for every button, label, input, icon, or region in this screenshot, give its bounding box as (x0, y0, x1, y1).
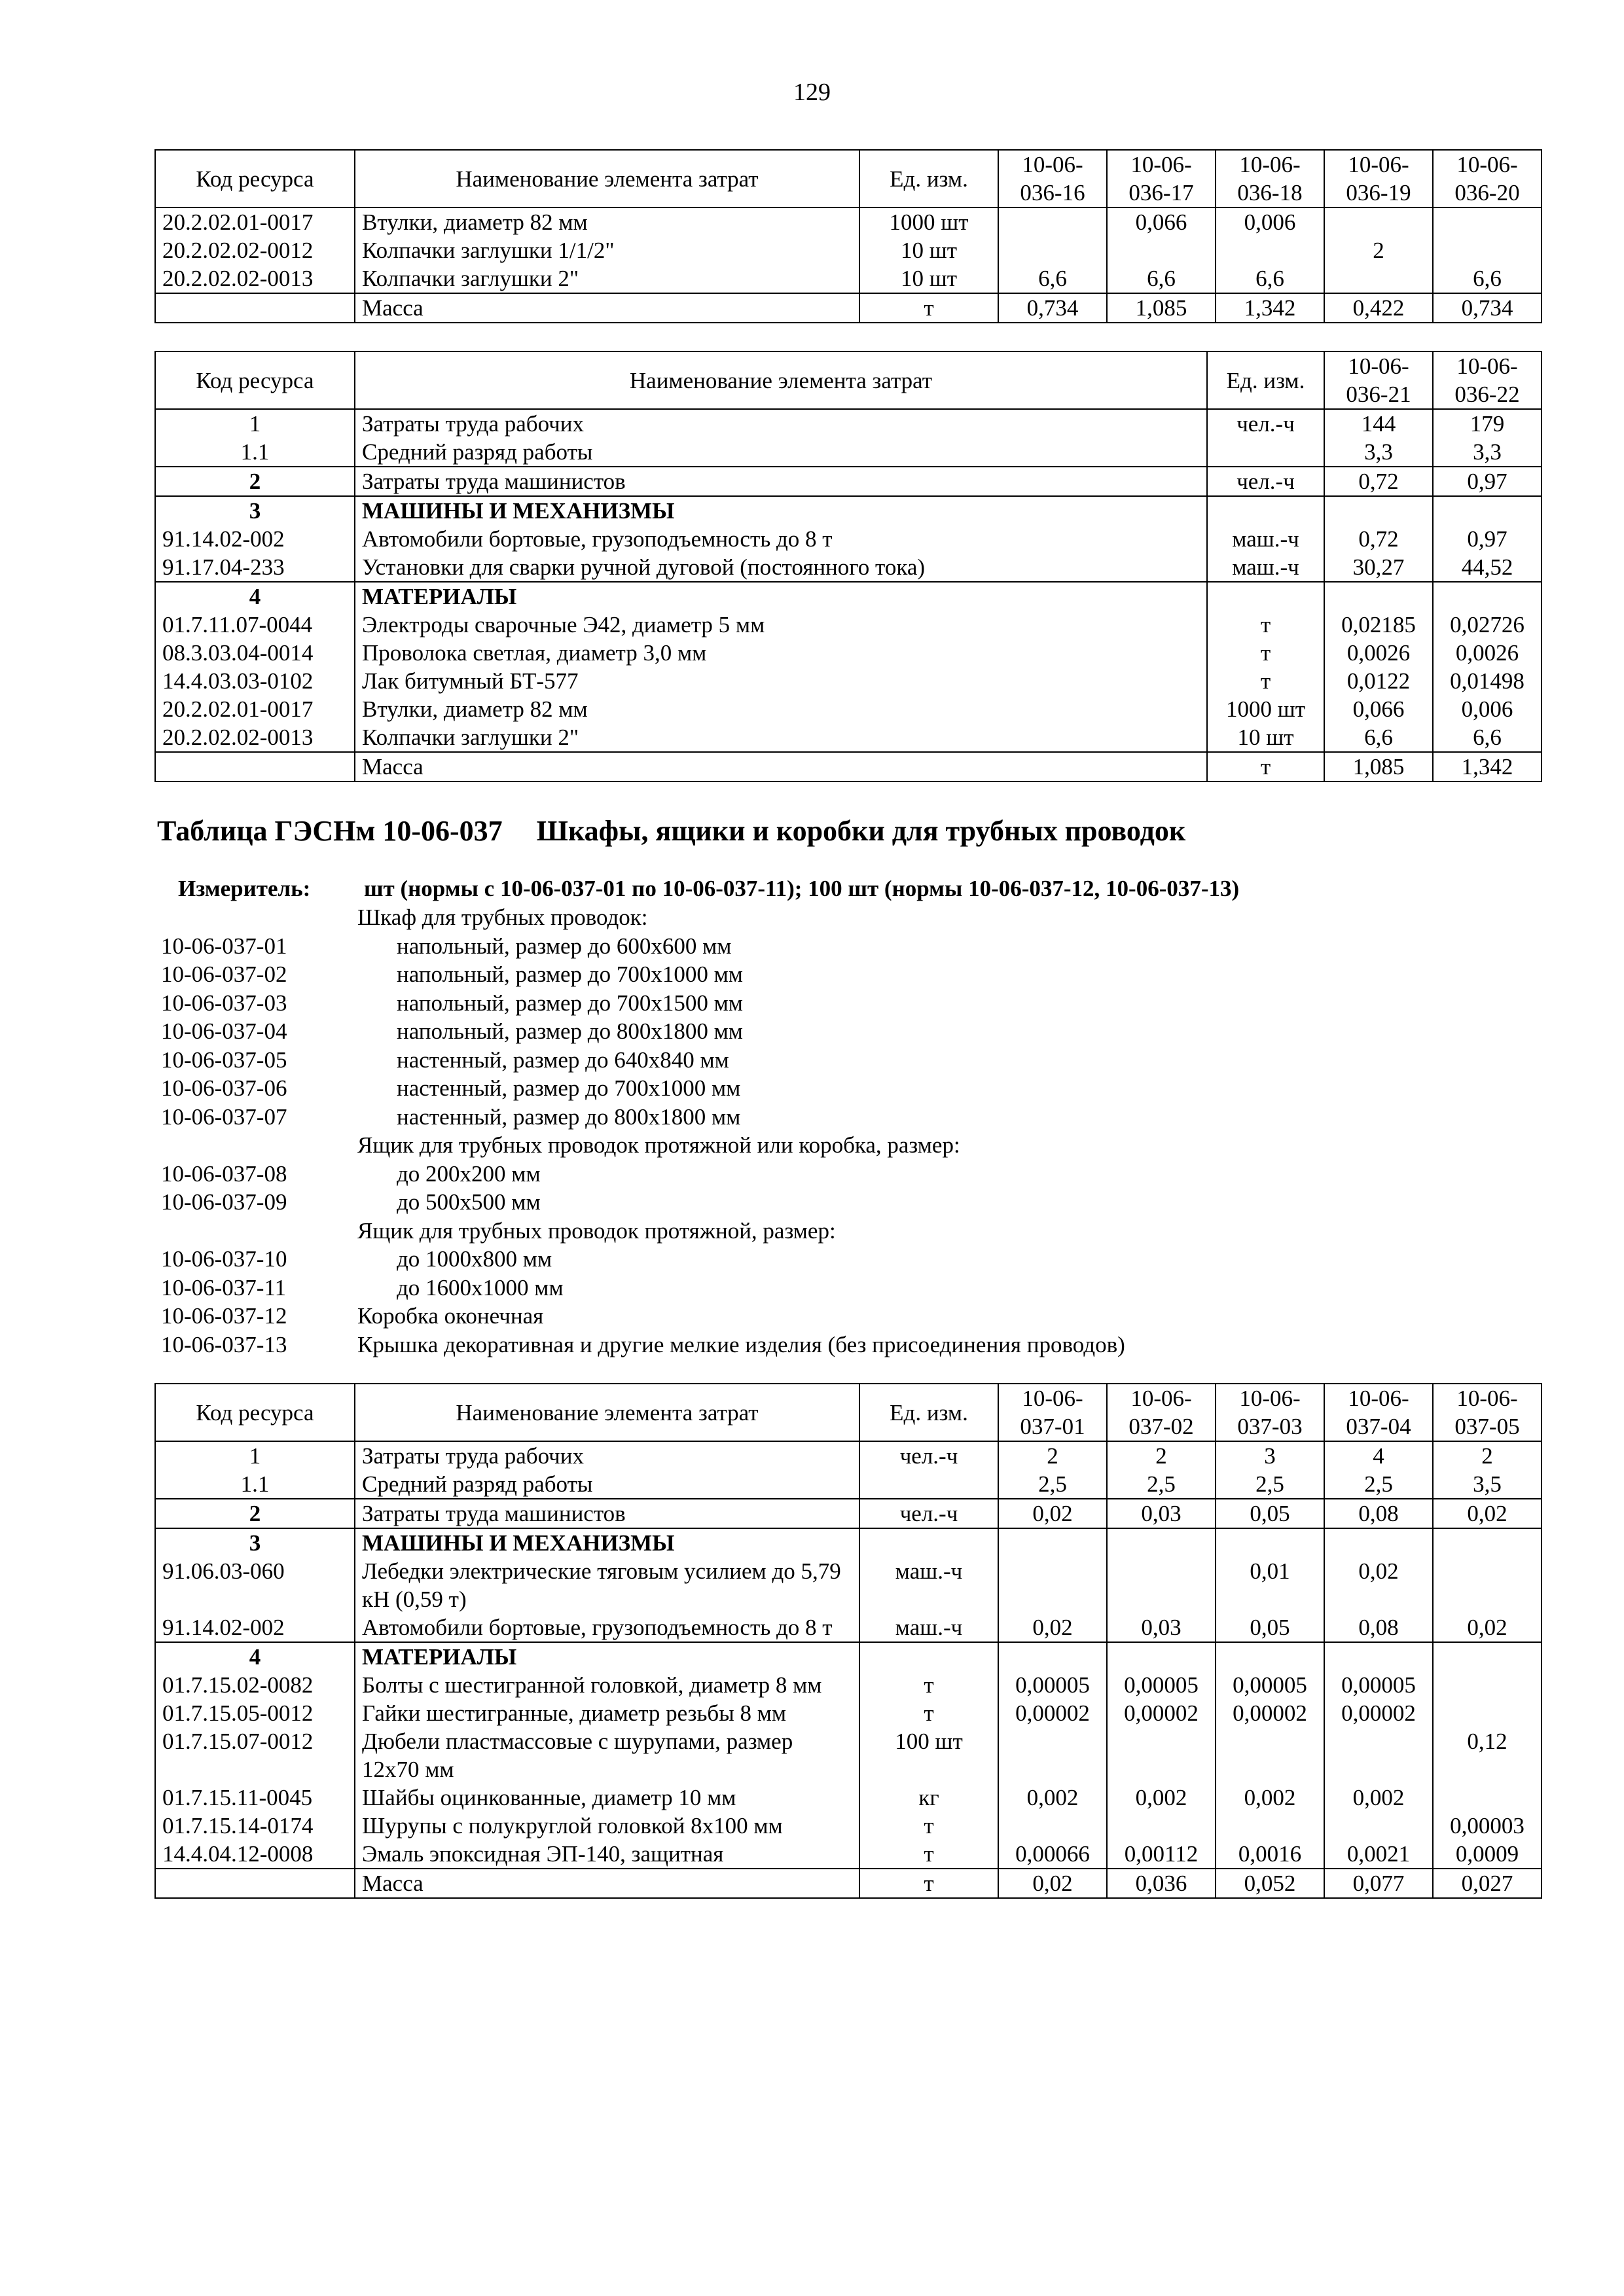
cell-value: 0,05 (1216, 1499, 1324, 1528)
cell-value: 6,6 (1216, 264, 1324, 293)
cell-value: 0,02 (998, 1613, 1107, 1642)
table-row (155, 1671, 1542, 1699)
section-title-code: Таблица ГЭСНм 10-06-037 (157, 815, 503, 847)
resource-code: 1 (155, 409, 355, 438)
measure-text: шт (нормы с 10-06-037-01 по 10-06-037-11); 100 шт (нормы 10-06-037-12, 10-06-037-13) (364, 876, 1240, 901)
resource-code: 1.1 (155, 1470, 355, 1499)
header-norm: 10-06-037-01 (998, 1384, 1107, 1441)
cell-value: 1,342 (1216, 293, 1324, 323)
table-row (155, 525, 1542, 553)
resource-code (155, 752, 355, 781)
cell-value (1324, 496, 1433, 525)
cell-value: 0,00005 (998, 1671, 1107, 1699)
cell-value (1216, 1812, 1324, 1840)
resource-unit: т (1207, 667, 1324, 695)
cell-value: 0,08 (1324, 1499, 1433, 1528)
resource-unit: 1000 шт (859, 207, 998, 236)
cell-value: 0,077 (1324, 1869, 1433, 1898)
cell-value: 1,342 (1433, 752, 1542, 781)
table-row (155, 695, 1542, 723)
resource-name: Средний разряд работы (355, 438, 1207, 467)
norm-code: 10-06-037-02 (161, 961, 287, 987)
header-name: Наименование элемента затрат (355, 1384, 859, 1441)
table-row (155, 438, 1542, 467)
resource-unit (1207, 438, 1324, 467)
cell-value (1216, 1528, 1324, 1557)
table-row (155, 207, 1542, 236)
cell-value: 0,734 (1433, 293, 1542, 323)
cell-value: 0,066 (1107, 207, 1216, 236)
norm-text: Коробка оконечная (357, 1303, 544, 1329)
resource-unit: чел.-ч (1207, 467, 1324, 496)
resource-name: Автомобили бортовые, грузоподъемность до 8 т (355, 525, 1207, 553)
cell-value: 30,27 (1324, 553, 1433, 582)
cell-value: 0,002 (998, 1784, 1107, 1812)
cell-value (1433, 1557, 1542, 1613)
cell-value: 0,72 (1324, 467, 1433, 496)
table-row (155, 723, 1542, 752)
header-code: Код ресурса (155, 351, 355, 409)
resource-code: 01.7.15.05-0012 (155, 1699, 355, 1727)
norm-code: 10-06-037-09 (161, 1189, 287, 1215)
group-header-row (155, 1642, 1542, 1671)
resource-table-037-01-05 (154, 1383, 1542, 1899)
cell-value: 3,3 (1433, 438, 1542, 467)
cell-value (1324, 1727, 1433, 1784)
mass-row (155, 752, 1542, 781)
resource-unit (1207, 496, 1324, 525)
resource-unit (859, 1642, 998, 1671)
norm-text: Ящик для трубных проводок протяжной, размер: (357, 1217, 836, 1244)
cell-value (1216, 236, 1324, 264)
cell-value: 1,085 (1107, 293, 1216, 323)
cell-value: 0,02726 (1433, 611, 1542, 639)
cell-value: 179 (1433, 409, 1542, 438)
cell-value: 0,97 (1433, 525, 1542, 553)
header-norm: 10-06-036-17 (1107, 150, 1216, 207)
norm-text: напольный, размер до 800х1800 мм (397, 1018, 743, 1044)
norm-text: до 500х500 мм (397, 1189, 541, 1215)
norm-text: настенный, размер до 640х840 мм (397, 1047, 729, 1073)
header-code: Код ресурса (155, 150, 355, 207)
cell-value (998, 207, 1107, 236)
resource-code: 01.7.15.14-0174 (155, 1812, 355, 1840)
resource-unit: маш.-ч (859, 1613, 998, 1642)
header-norm: 10-06-036-16 (998, 150, 1107, 207)
header-name: Наименование элемента затрат (355, 150, 859, 207)
table-row (155, 1812, 1542, 1840)
table-row (155, 1784, 1542, 1812)
cell-value: 3,3 (1324, 438, 1433, 467)
cell-value: 2 (1107, 1441, 1216, 1470)
cell-value (998, 1557, 1107, 1613)
cell-value (1216, 1642, 1324, 1671)
cell-value: 0,03 (1107, 1613, 1216, 1642)
header-norm: 10-06-036-21 (1324, 351, 1433, 409)
cell-value: 0,734 (998, 293, 1107, 323)
cell-value: 0,006 (1216, 207, 1324, 236)
resource-code: 2 (155, 1499, 355, 1528)
cell-value: 0,0122 (1324, 667, 1433, 695)
group-header-row (155, 496, 1542, 525)
resource-code: 2 (155, 467, 355, 496)
resource-unit (1207, 582, 1324, 611)
cell-value (1324, 264, 1433, 293)
cell-value: 2 (1433, 1441, 1542, 1470)
cell-value: 0,00005 (1107, 1671, 1216, 1699)
header-norm: 10-06-036-20 (1433, 150, 1542, 207)
resource-code (155, 293, 355, 323)
resource-code: 14.4.03.03-0102 (155, 667, 355, 695)
table-row (155, 409, 1542, 438)
group-header-row (155, 582, 1542, 611)
cell-value: 0,0026 (1433, 639, 1542, 667)
cell-value (1107, 1528, 1216, 1557)
cell-value: 0,066 (1324, 695, 1433, 723)
cell-value: 3 (1216, 1441, 1324, 1470)
cell-value: 6,6 (1107, 264, 1216, 293)
cell-value: 1,085 (1324, 752, 1433, 781)
header-norm: 10-06-037-04 (1324, 1384, 1433, 1441)
resource-code: 01.7.15.02-0082 (155, 1671, 355, 1699)
cell-value (1433, 1642, 1542, 1671)
cell-value (998, 1528, 1107, 1557)
resource-name: МАШИНЫ И МЕХАНИЗМЫ (355, 496, 1207, 525)
cell-value: 0,02 (1433, 1499, 1542, 1528)
cell-value: 0,002 (1324, 1784, 1433, 1812)
cell-value (1324, 1812, 1433, 1840)
cell-value: 0,03 (1107, 1499, 1216, 1528)
cell-value (1216, 1727, 1324, 1784)
resource-code: 4 (155, 582, 355, 611)
header-norm: 10-06-036-22 (1433, 351, 1542, 409)
cell-value: 0,036 (1107, 1869, 1216, 1898)
cell-value (998, 1642, 1107, 1671)
resource-name: Затраты труда машинистов (355, 1499, 859, 1528)
cell-value: 0,00002 (1216, 1699, 1324, 1727)
resource-name: Установки для сварки ручной дуговой (постоянного тока) (355, 553, 1207, 582)
norm-code: 10-06-037-11 (161, 1274, 287, 1300)
resource-name: Втулки, диаметр 82 мм (355, 207, 859, 236)
table-row (155, 264, 1542, 293)
table-row (155, 236, 1542, 264)
resource-name: Гайки шестигранные, диаметр резьбы 8 мм (355, 1699, 859, 1727)
cell-value: 0,00066 (998, 1840, 1107, 1869)
resource-unit: чел.-ч (859, 1441, 998, 1470)
cell-value (1107, 1557, 1216, 1613)
cell-value: 0,02 (998, 1499, 1107, 1528)
resource-code: 01.7.11.07-0044 (155, 611, 355, 639)
measure-label: Измеритель: (178, 876, 311, 901)
norm-code: 10-06-037-01 (161, 933, 287, 959)
resource-name: Электроды сварочные Э42, диаметр 5 мм (355, 611, 1207, 639)
cell-value: 0,01498 (1433, 667, 1542, 695)
norm-text: Ящик для трубных проводок протяжной или коробка, размер: (357, 1132, 960, 1158)
resource-name: Затраты труда рабочих (355, 1441, 859, 1470)
cell-value: 2,5 (1107, 1470, 1216, 1499)
norm-text: до 1600х1000 мм (397, 1274, 564, 1300)
table-row (155, 1557, 1542, 1613)
resource-code: 91.17.04-233 (155, 553, 355, 582)
cell-value (1107, 1642, 1216, 1671)
resource-unit: т (1207, 752, 1324, 781)
cell-value: 144 (1324, 409, 1433, 438)
resource-name: Дюбели пластмассовые с шурупами, размер 12х70 мм (355, 1727, 859, 1784)
resource-code: 91.06.03-060 (155, 1557, 355, 1613)
table-row (155, 467, 1542, 496)
resource-unit: т (859, 293, 998, 323)
cell-value: 0,02 (1433, 1613, 1542, 1642)
resource-name: Втулки, диаметр 82 мм (355, 695, 1207, 723)
header-unit: Ед. изм. (859, 1384, 998, 1441)
cell-value: 0,006 (1433, 695, 1542, 723)
cell-value: 0,02 (998, 1869, 1107, 1898)
resource-unit: т (859, 1812, 998, 1840)
cell-value: 0,002 (1216, 1784, 1324, 1812)
cell-value: 0,00005 (1216, 1671, 1324, 1699)
cell-value: 0,0021 (1324, 1840, 1433, 1869)
header-unit: Ед. изм. (1207, 351, 1324, 409)
resource-unit: т (859, 1869, 998, 1898)
cell-value: 0,05 (1216, 1613, 1324, 1642)
table-row (155, 1441, 1542, 1470)
resource-name: Автомобили бортовые, грузоподъемность до 8 т (355, 1613, 859, 1642)
norm-text: Шкаф для трубных проводок: (357, 905, 648, 930)
norm-code: 10-06-037-07 (161, 1103, 287, 1130)
header-norm: 10-06-037-05 (1433, 1384, 1542, 1441)
norm-text: до 1000х800 мм (397, 1246, 552, 1272)
resource-code: 14.4.04.12-0008 (155, 1840, 355, 1869)
cell-value: 0,00003 (1433, 1812, 1542, 1840)
page-number: 129 (793, 79, 831, 106)
cell-value: 4 (1324, 1441, 1433, 1470)
resource-code: 1 (155, 1441, 355, 1470)
table-row (155, 1470, 1542, 1499)
resource-name: Масса (355, 1869, 859, 1898)
resource-code: 20.2.02.02-0013 (155, 723, 355, 752)
resource-table-036-16-20 (154, 149, 1542, 323)
table-row (155, 1613, 1542, 1642)
norm-code: 10-06-037-06 (161, 1075, 287, 1101)
header-name: Наименование элемента затрат (355, 351, 1207, 409)
cell-value: 0,72 (1324, 525, 1433, 553)
cell-value (998, 236, 1107, 264)
cell-value (1107, 236, 1216, 264)
cell-value (1433, 496, 1542, 525)
norm-text: напольный, размер до 700х1000 мм (397, 961, 743, 987)
norm-text: настенный, размер до 700х1000 мм (397, 1075, 741, 1101)
resource-name: Колпачки заглушки 1/1/2" (355, 236, 859, 264)
cell-value: 0,0016 (1216, 1840, 1324, 1869)
resource-code: 08.3.03.04-0014 (155, 639, 355, 667)
section-title (157, 814, 1185, 848)
resource-code: 4 (155, 1642, 355, 1671)
resource-unit: маш.-ч (1207, 525, 1324, 553)
cell-value (1433, 1699, 1542, 1727)
cell-value (1324, 582, 1433, 611)
cell-value: 0,00002 (1107, 1699, 1216, 1727)
resource-name: Масса (355, 293, 859, 323)
resource-unit: т (859, 1699, 998, 1727)
norm-text: Крышка декоративная и другие мелкие изделия (без присоединения проводов) (357, 1331, 1125, 1357)
norm-code: 10-06-037-05 (161, 1047, 287, 1073)
resource-unit: т (859, 1840, 998, 1869)
cell-value: 2,5 (998, 1470, 1107, 1499)
cell-value: 0,002 (1107, 1784, 1216, 1812)
norm-code: 10-06-037-10 (161, 1246, 287, 1272)
resource-code: 01.7.15.07-0012 (155, 1727, 355, 1784)
cell-value (1433, 582, 1542, 611)
resource-name: Затраты труда рабочих (355, 409, 1207, 438)
resource-unit: маш.-ч (1207, 553, 1324, 582)
resource-name: Колпачки заглушки 2" (355, 723, 1207, 752)
resource-name: Масса (355, 752, 1207, 781)
resource-code: 91.14.02-002 (155, 1613, 355, 1642)
table-row (155, 1727, 1542, 1784)
table-row (155, 639, 1542, 667)
cell-value: 3,5 (1433, 1470, 1542, 1499)
header-norm: 10-06-036-18 (1216, 150, 1324, 207)
resource-code: 01.7.15.11-0045 (155, 1784, 355, 1812)
resource-unit: чел.-ч (1207, 409, 1324, 438)
resource-name: Эмаль эпоксидная ЭП-140, защитная (355, 1840, 859, 1869)
cell-value (1324, 207, 1433, 236)
cell-value: 2 (998, 1441, 1107, 1470)
cell-value: 0,027 (1433, 1869, 1542, 1898)
norm-code: 10-06-037-04 (161, 1018, 287, 1044)
cell-value (1433, 1784, 1542, 1812)
cell-value: 0,0009 (1433, 1840, 1542, 1869)
cell-value: 0,08 (1324, 1613, 1433, 1642)
resource-name: Лебедки электрические тяговым усилием до 5,79 кН (0,59 т) (355, 1557, 859, 1613)
cell-value: 0,422 (1324, 293, 1433, 323)
cell-value: 0,00002 (1324, 1699, 1433, 1727)
cell-value: 0,00005 (1324, 1671, 1433, 1699)
resource-code: 1.1 (155, 438, 355, 467)
resource-unit: т (859, 1671, 998, 1699)
resource-unit: 100 шт (859, 1727, 998, 1784)
header-norm: 10-06-037-02 (1107, 1384, 1216, 1441)
resource-code: 3 (155, 1528, 355, 1557)
resource-name: МАТЕРИАЛЫ (355, 1642, 859, 1671)
cell-value (1433, 1671, 1542, 1699)
header-code: Код ресурса (155, 1384, 355, 1441)
resource-name: МАТЕРИАЛЫ (355, 582, 1207, 611)
cell-value (1433, 236, 1542, 264)
cell-value: 6,6 (1324, 723, 1433, 752)
cell-value (998, 1812, 1107, 1840)
resource-unit: т (1207, 611, 1324, 639)
resource-unit: кг (859, 1784, 998, 1812)
resource-code: 20.2.02.01-0017 (155, 207, 355, 236)
header-unit: Ед. изм. (859, 150, 998, 207)
cell-value: 0,0026 (1324, 639, 1433, 667)
resource-unit (859, 1470, 998, 1499)
table-row (155, 553, 1542, 582)
norm-code: 10-06-037-08 (161, 1160, 287, 1187)
header-norm: 10-06-036-19 (1324, 150, 1433, 207)
resource-name: Болты с шестигранной головкой, диаметр 8 мм (355, 1671, 859, 1699)
header-norm: 10-06-037-03 (1216, 1384, 1324, 1441)
section-title-text: Шкафы, ящики и коробки для трубных проводок (536, 815, 1186, 847)
resource-unit: т (1207, 639, 1324, 667)
mass-row (155, 1869, 1542, 1898)
table-row (155, 667, 1542, 695)
cell-value: 2 (1324, 236, 1433, 264)
mass-row (155, 293, 1542, 323)
norm-code: 10-06-037-13 (161, 1331, 287, 1357)
cell-value: 6,6 (1433, 723, 1542, 752)
cell-value: 0,00112 (1107, 1840, 1216, 1869)
resource-code: 20.2.02.02-0013 (155, 264, 355, 293)
cell-value: 6,6 (1433, 264, 1542, 293)
cell-value: 6,6 (998, 264, 1107, 293)
cell-value (1107, 1727, 1216, 1784)
cell-value: 0,02185 (1324, 611, 1433, 639)
table-row (155, 1699, 1542, 1727)
resource-name: Лак битумный БТ-577 (355, 667, 1207, 695)
cell-value: 0,02 (1324, 1557, 1433, 1613)
norm-text: напольный, размер до 600х600 мм (397, 933, 732, 959)
cell-value (1324, 1528, 1433, 1557)
resource-name: Средний разряд работы (355, 1470, 859, 1499)
resource-name: Затраты труда машинистов (355, 467, 1207, 496)
resource-name: Проволока светлая, диаметр 3,0 мм (355, 639, 1207, 667)
resource-table-036-21-22 (154, 351, 1542, 782)
resource-code: 3 (155, 496, 355, 525)
cell-value: 44,52 (1433, 553, 1542, 582)
resource-code: 20.2.02.01-0017 (155, 695, 355, 723)
table-row (155, 1840, 1542, 1869)
norm-code: 10-06-037-12 (161, 1303, 287, 1329)
norm-text: напольный, размер до 700х1500 мм (397, 990, 743, 1016)
cell-value: 0,12 (1433, 1727, 1542, 1784)
resource-code: 91.14.02-002 (155, 525, 355, 553)
resource-code (155, 1869, 355, 1898)
cell-value (1433, 207, 1542, 236)
resource-unit (859, 1528, 998, 1557)
cell-value: 2,5 (1216, 1470, 1324, 1499)
cell-value (998, 1727, 1107, 1784)
cell-value: 0,97 (1433, 467, 1542, 496)
table-row (155, 1499, 1542, 1528)
resource-unit: 10 шт (859, 264, 998, 293)
group-header-row (155, 1528, 1542, 1557)
cell-value: 2,5 (1324, 1470, 1433, 1499)
resource-unit: 10 шт (1207, 723, 1324, 752)
resource-unit: 1000 шт (1207, 695, 1324, 723)
resource-name: Шайбы оцинкованные, диаметр 10 мм (355, 1784, 859, 1812)
norm-text: настенный, размер до 800х1800 мм (397, 1103, 741, 1130)
cell-value: 0,01 (1216, 1557, 1324, 1613)
cell-value (1324, 1642, 1433, 1671)
resource-unit: 10 шт (859, 236, 998, 264)
resource-unit: чел.-ч (859, 1499, 998, 1528)
resource-name: Колпачки заглушки 2" (355, 264, 859, 293)
norm-code: 10-06-037-03 (161, 990, 287, 1016)
resource-name: МАШИНЫ И МЕХАНИЗМЫ (355, 1528, 859, 1557)
resource-name: Шурупы с полукруглой головкой 8х100 мм (355, 1812, 859, 1840)
cell-value: 0,00002 (998, 1699, 1107, 1727)
resource-code: 20.2.02.02-0012 (155, 236, 355, 264)
cell-value (1107, 1812, 1216, 1840)
table-row (155, 611, 1542, 639)
resource-unit: маш.-ч (859, 1557, 998, 1613)
cell-value (1433, 1528, 1542, 1557)
cell-value: 0,052 (1216, 1869, 1324, 1898)
norm-text: до 200х200 мм (397, 1160, 541, 1187)
